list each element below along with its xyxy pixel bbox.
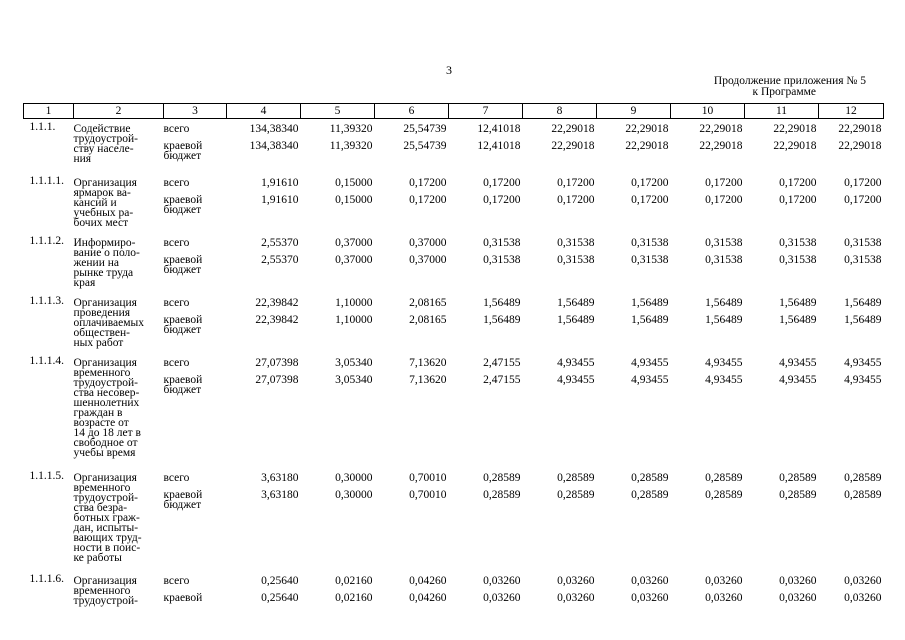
value-total: 0,25640 <box>261 574 299 587</box>
value-cell <box>375 468 449 571</box>
value-cell <box>671 571 745 631</box>
funding-budget-label: бюджет <box>163 150 202 162</box>
funding-total-label: всего <box>163 574 190 587</box>
value-total: 0,31538 <box>483 236 521 249</box>
table-row <box>24 173 884 233</box>
value-budget: 0,03260 <box>483 591 521 604</box>
value-total: 0,28589 <box>631 471 669 484</box>
value-total: 7,13620 <box>409 356 447 369</box>
value-total: 0,17200 <box>844 176 882 189</box>
value-cell <box>227 293 301 353</box>
row-name <box>74 353 164 468</box>
funding-source <box>164 119 227 173</box>
value-cell <box>449 293 523 353</box>
value-budget: 0,04260 <box>409 591 447 604</box>
appendix-note-line1: Продолжение приложения № 5 <box>713 75 866 87</box>
value-cell <box>301 233 375 293</box>
value-budget: 0,28589 <box>844 488 882 501</box>
table-row <box>24 119 884 173</box>
value-budget: 0,31538 <box>844 253 882 266</box>
column-header: 11 <box>745 104 819 119</box>
value-budget: 0,02160 <box>335 591 373 604</box>
value-budget: 12,41018 <box>477 140 521 152</box>
value-cell <box>819 571 884 631</box>
row-name-line: кансий и <box>73 196 117 209</box>
value-total: 1,56489 <box>557 296 595 309</box>
value-cell <box>819 353 884 468</box>
row-name-line: ству населе- <box>73 143 134 155</box>
value-total: 0,17200 <box>705 176 743 189</box>
value-total: 25,54739 <box>403 123 447 135</box>
value-total: 4,93455 <box>631 356 669 369</box>
value-total: 4,93455 <box>779 356 817 369</box>
value-budget: 0,03260 <box>779 591 817 604</box>
funding-source <box>164 293 227 353</box>
value-cell <box>449 468 523 571</box>
column-header: 9 <box>597 104 671 119</box>
value-total: 0,03260 <box>844 574 882 587</box>
row-name-line: ке работы <box>73 551 122 564</box>
value-cell <box>819 233 884 293</box>
value-total: 0,17200 <box>631 176 669 189</box>
value-budget: 0,03260 <box>557 591 595 604</box>
value-budget: 0,70010 <box>409 488 447 501</box>
column-header: 10 <box>671 104 745 119</box>
row-name-line: Организация <box>73 356 137 369</box>
value-budget: 0,31538 <box>631 253 669 266</box>
value-cell <box>227 119 301 173</box>
funding-total-label: всего <box>163 176 190 189</box>
value-total: 0,03260 <box>779 574 817 587</box>
funding-total-label: всего <box>163 471 190 484</box>
row-name-line: ности в поис- <box>73 541 141 554</box>
value-budget: 0,03260 <box>844 591 882 604</box>
value-total: 0,37000 <box>335 236 373 249</box>
value-budget: 0,37000 <box>335 253 373 266</box>
value-budget: 2,47155 <box>483 373 521 386</box>
value-cell <box>671 468 745 571</box>
value-budget: 0,28589 <box>779 488 817 501</box>
value-budget: 0,31538 <box>705 253 743 266</box>
row-name <box>74 293 164 353</box>
value-total: 0,02160 <box>335 574 373 587</box>
value-cell <box>819 293 884 353</box>
value-budget: 3,63180 <box>261 488 299 501</box>
value-cell <box>375 173 449 233</box>
row-code: 1.1.1. <box>29 121 56 133</box>
value-cell <box>523 119 597 173</box>
value-cell <box>819 119 884 173</box>
value-total: 4,93455 <box>557 356 595 369</box>
column-header: 7 <box>449 104 523 119</box>
value-total: 1,56489 <box>631 296 669 309</box>
value-budget: 22,29018 <box>699 140 743 152</box>
table-row <box>24 233 884 293</box>
row-name-line: обществен- <box>73 326 130 339</box>
value-total: 4,93455 <box>705 356 743 369</box>
value-cell <box>745 468 819 571</box>
column-header: 6 <box>375 104 449 119</box>
row-name-line: Информиро- <box>73 236 136 249</box>
value-budget: 22,29018 <box>773 140 817 152</box>
row-name-line: учебных ра- <box>73 206 134 219</box>
value-cell <box>671 293 745 353</box>
appendix-note-line2: к Программе <box>752 86 816 98</box>
row-name-line: жении на <box>73 256 119 269</box>
row-name-line: бочих мест <box>73 216 129 229</box>
value-total: 0,03260 <box>705 574 743 587</box>
row-name-line: граждан в <box>73 406 123 419</box>
row-code: 1.1.1.2. <box>29 234 64 247</box>
value-cell <box>597 119 671 173</box>
row-name-line: проведения <box>73 306 131 319</box>
row-name-line: Организация <box>73 296 137 309</box>
value-cell <box>301 173 375 233</box>
value-total: 4,93455 <box>844 356 882 369</box>
value-total: 3,05340 <box>335 356 373 369</box>
table-header <box>24 104 884 119</box>
row-name <box>74 233 164 293</box>
value-budget: 0,17200 <box>631 193 669 206</box>
appendix-note <box>690 76 866 98</box>
value-budget: 1,56489 <box>557 313 595 326</box>
value-total: 22,29018 <box>699 123 743 135</box>
value-budget: 2,55370 <box>261 253 299 266</box>
value-cell <box>671 173 745 233</box>
value-cell <box>523 353 597 468</box>
funding-source <box>164 468 227 571</box>
row-name-line: ния <box>73 153 92 165</box>
value-cell <box>227 173 301 233</box>
value-total: 0,31538 <box>557 236 595 249</box>
value-total: 0,03260 <box>631 574 669 587</box>
value-cell <box>523 233 597 293</box>
funding-total-label: всего <box>163 296 190 309</box>
value-cell <box>301 353 375 468</box>
value-budget: 0,31538 <box>779 253 817 266</box>
row-name-line: ства несовер- <box>73 386 140 399</box>
value-cell <box>301 119 375 173</box>
value-budget: 0,31538 <box>483 253 521 266</box>
value-cell <box>227 571 301 631</box>
value-cell <box>597 468 671 571</box>
value-budget: 0,17200 <box>557 193 595 206</box>
value-total: 12,41018 <box>477 123 521 135</box>
value-cell <box>745 119 819 173</box>
value-budget: 22,29018 <box>625 140 669 152</box>
row-name <box>74 173 164 233</box>
value-total: 134,38340 <box>249 123 299 135</box>
value-cell <box>227 353 301 468</box>
value-total: 0,28589 <box>844 471 882 484</box>
value-budget: 0,17200 <box>844 193 882 206</box>
value-budget: 0,17200 <box>483 193 521 206</box>
value-total: 0,31538 <box>779 236 817 249</box>
value-total: 2,08165 <box>409 296 447 309</box>
value-budget: 1,91610 <box>261 193 299 206</box>
value-total: 0,03260 <box>483 574 521 587</box>
value-cell <box>523 293 597 353</box>
row-code: 1.1.1.6. <box>29 572 64 585</box>
value-total: 0,28589 <box>483 471 521 484</box>
value-budget: 0,28589 <box>557 488 595 501</box>
value-cell <box>449 233 523 293</box>
row-name-line: вание о поло- <box>73 246 140 259</box>
value-total: 0,28589 <box>557 471 595 484</box>
table-row <box>24 468 884 571</box>
funding-budget-label: бюджет <box>163 203 202 216</box>
column-header: 5 <box>301 104 375 119</box>
value-cell <box>671 233 745 293</box>
value-total: 0,31538 <box>705 236 743 249</box>
row-code: 1.1.1.5. <box>29 469 64 482</box>
value-budget: 4,93455 <box>844 373 882 386</box>
row-code: 1.1.1.4. <box>29 354 64 367</box>
value-total: 22,29018 <box>838 123 882 135</box>
value-cell <box>523 468 597 571</box>
row-name-line: Организация <box>73 176 137 189</box>
value-budget: 4,93455 <box>631 373 669 386</box>
funding-source <box>164 233 227 293</box>
column-header: 4 <box>227 104 301 119</box>
value-cell <box>597 173 671 233</box>
value-budget: 22,29018 <box>551 140 595 152</box>
value-cell <box>301 571 375 631</box>
funding-total-label: всего <box>163 123 190 135</box>
value-cell <box>523 571 597 631</box>
column-header: 8 <box>523 104 597 119</box>
value-budget: 1,56489 <box>631 313 669 326</box>
value-cell <box>523 173 597 233</box>
value-total: 1,56489 <box>483 296 521 309</box>
row-name-line: шеннолетних <box>73 396 140 409</box>
value-budget: 25,54739 <box>403 140 447 152</box>
value-total: 0,31538 <box>844 236 882 249</box>
value-cell <box>449 353 523 468</box>
value-cell <box>449 119 523 173</box>
value-total: 0,28589 <box>705 471 743 484</box>
row-name-line: временного <box>73 584 131 597</box>
value-cell <box>227 233 301 293</box>
value-budget: 22,39842 <box>255 313 299 326</box>
value-cell <box>375 233 449 293</box>
value-cell <box>671 119 745 173</box>
funding-source <box>164 571 227 631</box>
value-total: 27,07398 <box>255 356 299 369</box>
value-total: 0,70010 <box>409 471 447 484</box>
row-name <box>74 119 164 173</box>
value-budget: 4,93455 <box>557 373 595 386</box>
value-budget: 0,17200 <box>779 193 817 206</box>
row-name-line: временного <box>73 366 131 379</box>
column-header: 1 <box>24 104 74 119</box>
value-cell <box>745 173 819 233</box>
row-name <box>74 468 164 571</box>
funding-budget-label: краевой <box>163 193 203 206</box>
funding-total-label: всего <box>163 356 190 369</box>
value-cell <box>819 468 884 571</box>
value-cell <box>671 353 745 468</box>
row-name-line: учебы время <box>73 446 136 459</box>
table-row <box>24 353 884 468</box>
value-budget: 11,39320 <box>329 140 373 152</box>
value-budget: 7,13620 <box>409 373 447 386</box>
row-name-line: ных работ <box>73 336 124 349</box>
value-total: 0,03260 <box>557 574 595 587</box>
value-cell <box>449 571 523 631</box>
value-budget: 1,56489 <box>779 313 817 326</box>
value-cell <box>227 468 301 571</box>
value-total: 2,55370 <box>261 236 299 249</box>
row-name-line: ярмарок ва- <box>73 186 131 199</box>
value-budget: 22,29018 <box>838 140 882 152</box>
funding-budget-label: краевой <box>163 313 203 326</box>
funding-budget-label: краевой <box>163 253 203 266</box>
funding-budget-label: бюджет <box>163 498 202 511</box>
row-name-line: возрасте от <box>73 416 129 429</box>
value-budget: 1,10000 <box>335 313 373 326</box>
value-budget: 0,28589 <box>705 488 743 501</box>
value-budget: 1,56489 <box>705 313 743 326</box>
row-name-line: Организация <box>73 471 137 484</box>
row-name-line: края <box>73 276 96 289</box>
value-budget: 0,17200 <box>409 193 447 206</box>
value-budget: 0,28589 <box>631 488 669 501</box>
column-header: 3 <box>164 104 227 119</box>
value-budget: 134,38340 <box>249 140 299 152</box>
funding-budget-label: краевой <box>163 140 203 152</box>
value-budget: 0,30000 <box>335 488 373 501</box>
funding-source <box>164 353 227 468</box>
funding-budget-label: краевой <box>163 591 203 604</box>
value-budget: 0,37000 <box>409 253 447 266</box>
row-name-line: ства безра- <box>73 501 128 514</box>
row-code: 1.1.1.3. <box>29 294 64 307</box>
value-cell <box>375 119 449 173</box>
column-header: 12 <box>819 104 884 119</box>
funding-budget-label: бюджет <box>163 383 202 396</box>
row-name-line: трудоустрой- <box>73 133 138 145</box>
row-name-line: свободное от <box>73 436 138 449</box>
value-budget: 27,07398 <box>255 373 299 386</box>
value-total: 0,17200 <box>557 176 595 189</box>
value-budget: 0,28589 <box>483 488 521 501</box>
row-name-line: 14 до 18 лет в <box>73 426 141 439</box>
value-total: 0,04260 <box>409 574 447 587</box>
value-budget: 0,03260 <box>705 591 743 604</box>
value-cell <box>301 293 375 353</box>
row-name-line: вающих труд- <box>73 531 142 544</box>
value-total: 22,29018 <box>773 123 817 135</box>
value-total: 1,91610 <box>261 176 299 189</box>
value-budget: 4,93455 <box>705 373 743 386</box>
table-row <box>24 571 884 631</box>
value-total: 0,17200 <box>409 176 447 189</box>
value-cell <box>375 353 449 468</box>
value-total: 1,56489 <box>844 296 882 309</box>
value-budget: 0,17200 <box>705 193 743 206</box>
row-name-line: дан, испыты- <box>73 521 139 534</box>
value-cell <box>745 293 819 353</box>
value-total: 1,10000 <box>335 296 373 309</box>
value-budget: 1,56489 <box>483 313 521 326</box>
funding-budget-label: бюджет <box>163 263 202 276</box>
budget-table <box>23 103 884 631</box>
value-total: 0,28589 <box>779 471 817 484</box>
funding-source <box>164 173 227 233</box>
value-budget: 0,25640 <box>261 591 299 604</box>
row-name-line: трудоустрой- <box>73 491 138 504</box>
row-name-line: Организация <box>73 574 137 587</box>
table-row <box>24 293 884 353</box>
row-name-line: рынке труда <box>73 266 134 279</box>
value-cell <box>375 293 449 353</box>
value-total: 22,29018 <box>625 123 669 135</box>
funding-budget-label: краевой <box>163 488 203 501</box>
value-cell <box>745 571 819 631</box>
row-name-line: ботных граж- <box>73 511 140 524</box>
value-total: 22,39842 <box>255 296 299 309</box>
value-budget: 2,08165 <box>409 313 447 326</box>
value-budget: 4,93455 <box>779 373 817 386</box>
value-total: 2,47155 <box>483 356 521 369</box>
value-cell <box>301 468 375 571</box>
value-total: 3,63180 <box>261 471 299 484</box>
value-budget: 0,03260 <box>631 591 669 604</box>
value-total: 11,39320 <box>329 123 373 135</box>
value-budget: 0,31538 <box>557 253 595 266</box>
value-total: 0,37000 <box>409 236 447 249</box>
row-name-line: оплачиваемых <box>73 316 144 329</box>
row-name-line: трудоустрой- <box>73 594 138 607</box>
funding-budget-label: краевой <box>163 373 203 386</box>
row-name <box>74 571 164 631</box>
value-cell <box>597 233 671 293</box>
value-total: 0,17200 <box>779 176 817 189</box>
value-total: 22,29018 <box>551 123 595 135</box>
value-cell <box>597 353 671 468</box>
value-total: 1,56489 <box>705 296 743 309</box>
value-cell <box>745 353 819 468</box>
page-number: 3 <box>446 63 452 77</box>
row-name-line: Содействие <box>73 123 131 135</box>
value-total: 0,31538 <box>631 236 669 249</box>
value-cell <box>597 293 671 353</box>
row-code: 1.1.1.1. <box>29 174 64 187</box>
value-budget: 1,56489 <box>844 313 882 326</box>
value-cell <box>375 571 449 631</box>
funding-budget-label: бюджет <box>163 323 202 336</box>
value-total: 1,56489 <box>779 296 817 309</box>
value-total: 0,30000 <box>335 471 373 484</box>
row-name-line: трудоустрой- <box>73 376 138 389</box>
value-budget: 3,05340 <box>335 373 373 386</box>
value-cell <box>745 233 819 293</box>
value-cell <box>449 173 523 233</box>
table-body <box>24 119 884 631</box>
value-cell <box>819 173 884 233</box>
funding-total-label: всего <box>163 236 190 249</box>
row-name-line: временного <box>73 481 131 494</box>
value-total: 0,15000 <box>335 176 373 189</box>
value-total: 0,17200 <box>483 176 521 189</box>
column-header: 2 <box>74 104 164 119</box>
value-budget: 0,15000 <box>335 193 373 206</box>
value-cell <box>597 571 671 631</box>
